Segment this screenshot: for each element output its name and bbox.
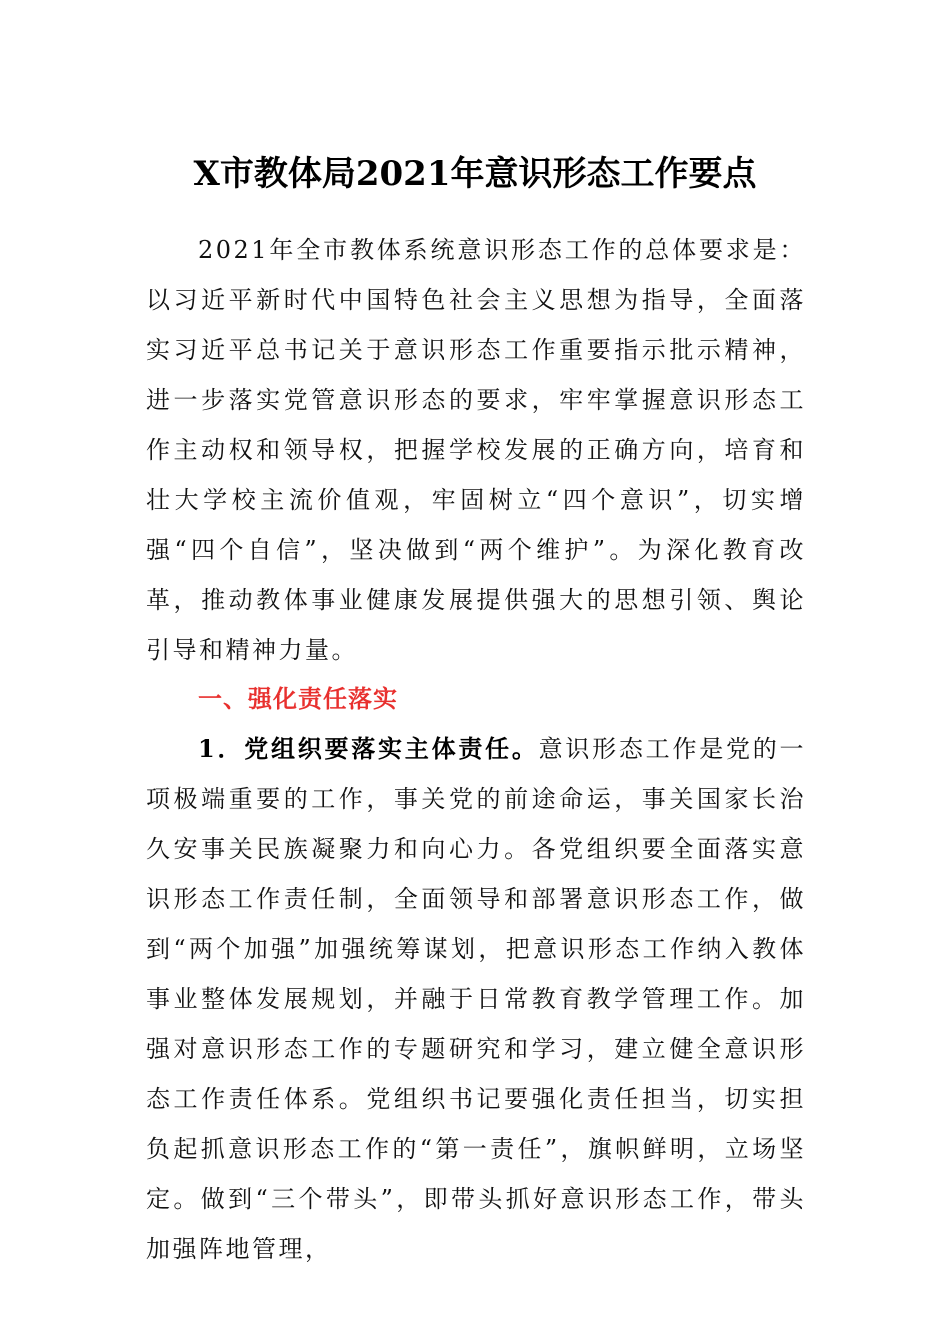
section-heading: 一、强化责任落实: [198, 685, 398, 713]
paragraph-lead: 1．党组织要落实主体责任。: [198, 734, 539, 763]
intro-paragraph: 2021年全市教体系统意识形态工作的总体要求是：以习近平新时代中国特色社会主义思想为指导，全面落实习近平总书记关于意识形态工作重要指示批示精神，进一步落实党管意识形态的要求，牢牢掌握意识形态工作主动权和领导权，把握学校发展的正确方向，培育和壮大学校主流价值观，牢固树立“四个意识”，切实增强“四个自信”，坚决做到“两个维护”。为深化教育改革，推动教体事业健康发展提供强大的思想引领、舆论引导和精神力量。: [146, 236, 806, 664]
section-paragraph: [146, 724, 806, 1274]
document-title: X市教体局2021年意识形态工作要点: [193, 154, 757, 194]
paragraph-text: 意识形态工作是党的一项极端重要的工作，事关党的前途命运，事关国家长治久安事关民族凝聚力和向心力。各党组织要全面落实意识形态工作责任制，全面领导和部署意识形态工作，做到“两个加强”加强统筹谋划，把意识形态工作纳入教体事业整体发展规划，并融于日常教育教学管理工作。加强对意识形态工作的专题研究和学习，建立健全意识形态工作责任体系。党组织书记要强化责任担当，切实担负起抓意识形态工作的“第一责任”，旗帜鲜明，立场坚定。做到“三个带头”，即带头抓好意识形态工作，带头加强阵地管理，: [146, 735, 806, 1263]
